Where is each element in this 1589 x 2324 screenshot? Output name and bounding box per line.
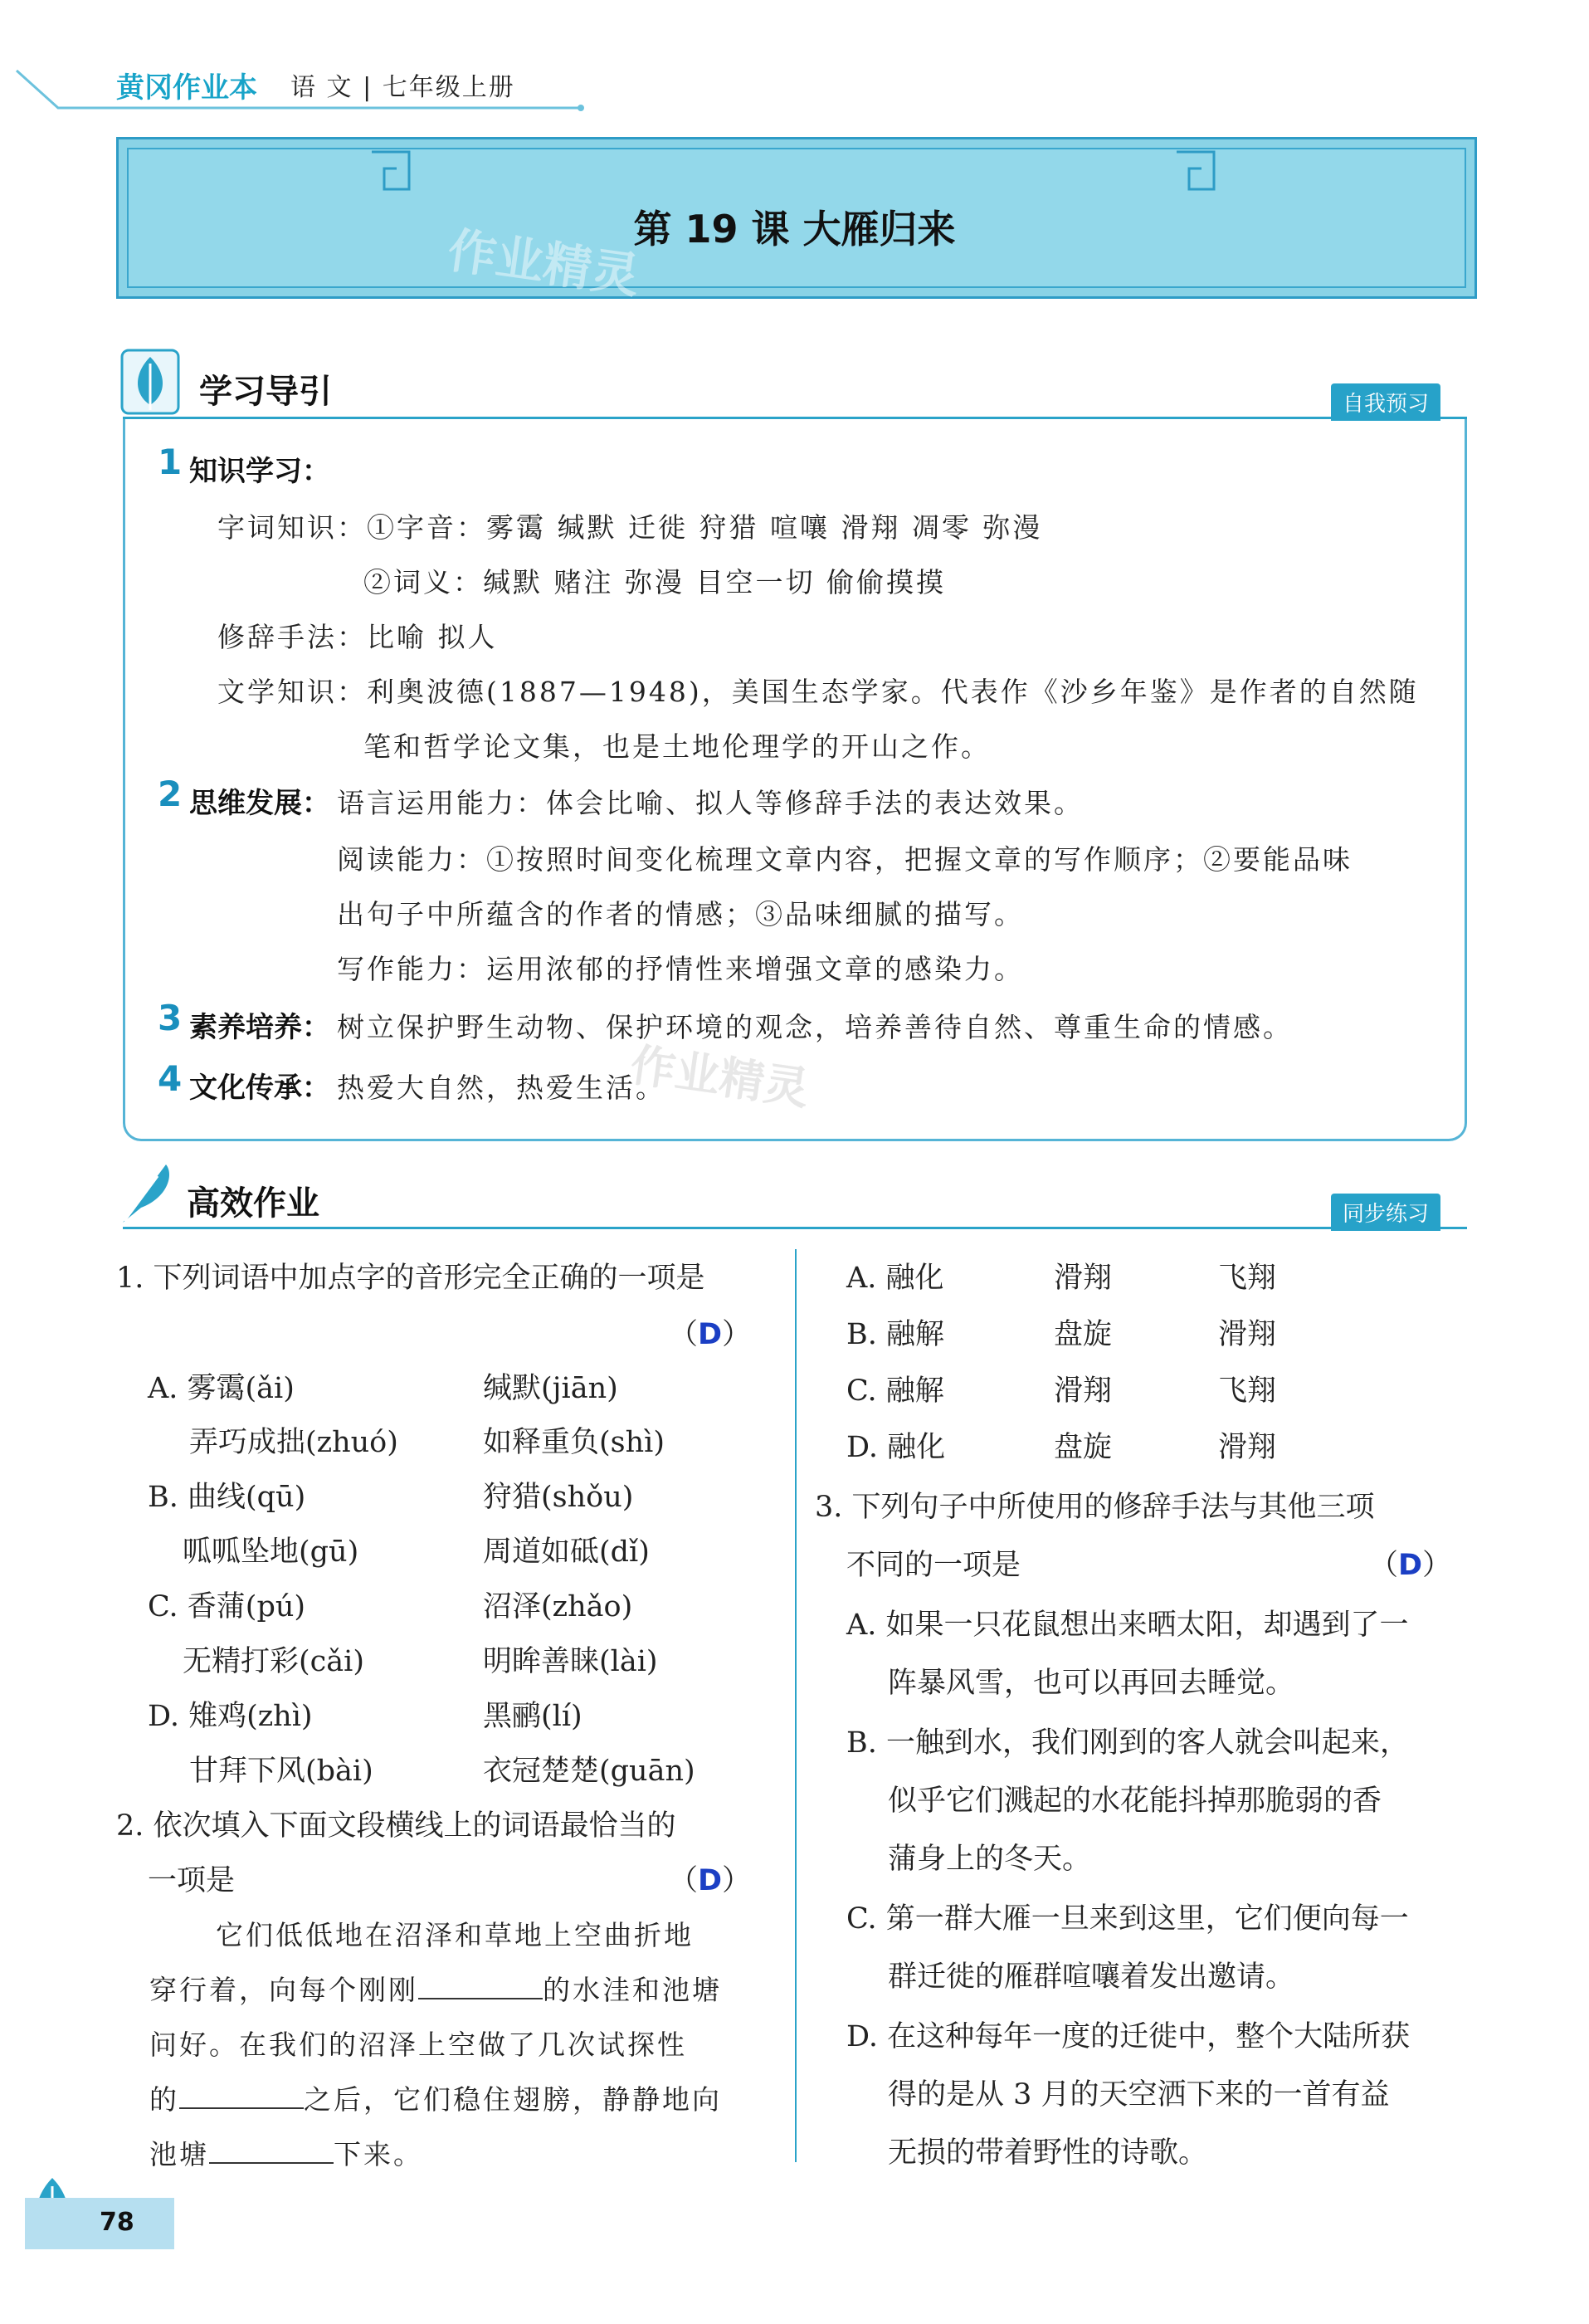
q1-option: 如释重负(shì) xyxy=(483,1426,665,1459)
item-line: 修辞手法：比喻 拟人 xyxy=(217,621,498,653)
q1-option: 明眸善睐(lài) xyxy=(483,1645,658,1678)
q1-option: A. 雾霭(ǎi) xyxy=(148,1372,295,1405)
question-3-stem: 3. 下列句子中所使用的修辞手法与其他三项 xyxy=(815,1491,1375,1524)
question-2-answer: （D） xyxy=(669,1864,752,1897)
q2-passage-line: 的 之后，它们稳住翅膀，静静地向 xyxy=(149,2083,722,2116)
q2-option: 盘旋 xyxy=(1054,1318,1113,1351)
section-title-homework: 高效作业 xyxy=(187,1184,319,1223)
q3-option: B. 一触到水，我们刚到的客人就会叫起来， xyxy=(846,1726,1409,1760)
q3-option: C. 第一群大雁一旦来到这里，它们便向每一 xyxy=(846,1902,1409,1936)
q1-option: D. 雉鸡(zhì) xyxy=(148,1700,313,1733)
q2-option: 飞翔 xyxy=(1218,1262,1277,1295)
item-label: 思维发展： xyxy=(189,787,330,820)
q3-option-cont: 群迁徙的雁群喧嚷着发出邀请。 xyxy=(888,1960,1295,1994)
q1-option: 呱呱坠地(gū) xyxy=(183,1536,359,1569)
q3-option-cont: 无损的带着野性的诗歌。 xyxy=(888,2136,1208,2170)
q2-passage-line: 问好。在我们的沼泽上空做了几次试探性 xyxy=(149,2029,687,2061)
q2-option: B. 融解 xyxy=(846,1318,944,1351)
item-line: 热爱大自然，热爱生活。 xyxy=(337,1072,665,1104)
item-line: 语言运用能力：体会比喻、拟人等修辞手法的表达效果。 xyxy=(337,787,1084,819)
q3-option-cont: 蒲身上的冬天。 xyxy=(888,1843,1092,1876)
q1-option: 周道如砥(dǐ) xyxy=(483,1536,650,1569)
item-number: 2 xyxy=(158,774,183,814)
q3-option-cont: 得的是从 3 月的天空洒下来的一首有益 xyxy=(888,2078,1390,2112)
item-line: 笔和哲学论文集，也是土地伦理学的开山之作。 xyxy=(363,730,991,763)
q3-option-cont: 阵暴风雪，也可以再回去睡觉。 xyxy=(888,1667,1295,1700)
q2-option: A. 融化 xyxy=(846,1262,944,1295)
q1-option: B. 曲线(qū) xyxy=(148,1481,306,1514)
q2-passage-line: 池塘 下来。 xyxy=(149,2138,423,2170)
q3-option-cont: 似乎它们溅起的水花能抖掉那脆弱的香 xyxy=(888,1784,1382,1818)
q2-passage-line: 穿行着，向每个刚刚 的水洼和池塘 xyxy=(149,1974,722,2006)
section-divider xyxy=(123,1227,1467,1229)
item-label: 知识学习： xyxy=(189,455,330,488)
question-2-stem-cont: 一项是 xyxy=(148,1864,236,1897)
question-2-stem: 2. 依次填入下面文段横线上的词语最恰当的 xyxy=(116,1809,676,1843)
lesson-title: 第 19 课 大雁归来 xyxy=(633,207,956,251)
q1-option: 狩猎(shǒu) xyxy=(483,1481,634,1514)
item-line: 树立保护野生动物、保护环境的观念，培养善待自然、尊重生命的情感。 xyxy=(337,1011,1293,1043)
q2-option: 盘旋 xyxy=(1054,1431,1113,1464)
q1-option: 缄默(jiān) xyxy=(483,1372,618,1405)
q2-option: 滑翔 xyxy=(1218,1318,1277,1351)
item-label: 文化传承： xyxy=(189,1072,330,1105)
q1-option: 甘拜下风(bài) xyxy=(189,1755,373,1788)
tag-self-preview: 自我预习 xyxy=(1331,383,1440,421)
q3-option: D. 在这种每年一度的迁徙中，整个大陆所获 xyxy=(846,2020,1411,2053)
q1-option: 衣冠楚楚(guān) xyxy=(483,1755,695,1788)
fill-blank[interactable] xyxy=(418,1973,543,1999)
item-line: 出句子中所蕴含的作者的情感；③品味细腻的描写。 xyxy=(337,898,1024,930)
tag-sync-practice: 同步练习 xyxy=(1331,1194,1440,1231)
item-line: 文学知识：利奥波德(1887—1948)，美国生态学家。代表作《沙乡年鉴》是作者的自然随 xyxy=(217,676,1419,708)
q1-option: 黑鹂(lí) xyxy=(483,1700,582,1733)
q2-option: D. 融化 xyxy=(846,1431,946,1464)
item-label: 素养培养： xyxy=(189,1011,330,1044)
fill-blank[interactable] xyxy=(209,2137,334,2164)
column-divider xyxy=(795,1249,797,2162)
brand-title: 黄冈作业本 xyxy=(116,71,257,105)
question-3-stem-cont: 不同的一项是 xyxy=(846,1549,1021,1582)
fill-blank[interactable] xyxy=(179,2082,304,2109)
page-number: 78 xyxy=(100,2208,134,2237)
corner-ornament-right-icon xyxy=(1172,148,1222,198)
corner-ornament-left-icon xyxy=(368,148,417,198)
watermark: 作业精灵 xyxy=(627,1038,812,1116)
q1-option: C. 香蒲(pú) xyxy=(148,1590,306,1623)
q1-option: 无精打彩(cǎi) xyxy=(183,1645,364,1678)
q2-option: 滑翔 xyxy=(1218,1431,1277,1464)
item-number: 4 xyxy=(158,1058,183,1099)
item-number: 3 xyxy=(158,998,183,1038)
section-title-study-guide: 学习导引 xyxy=(199,373,332,411)
page-number-badge xyxy=(25,2198,174,2249)
quill-icon xyxy=(116,1158,176,1224)
item-line: ②词义：缄默 赌注 弥漫 目空一切 偷偷摸摸 xyxy=(363,566,946,598)
q2-option: 飞翔 xyxy=(1218,1374,1277,1408)
q2-option: 滑翔 xyxy=(1054,1374,1113,1408)
item-number: 1 xyxy=(158,442,183,482)
item-line: 字词知识：①字音：雾霭 缄默 迁徙 狩猎 喧嚷 滑翔 凋零 弥漫 xyxy=(217,511,1043,544)
q3-option: A. 如果一只花鼠想出来晒太阳，却遇到了一 xyxy=(846,1609,1409,1642)
question-3-answer: （D） xyxy=(1369,1549,1452,1582)
item-line: 阅读能力：①按照时间变化梳理文章内容，把握文章的写作顺序；②要能品味 xyxy=(337,843,1353,876)
q1-option: 弄巧成拙(zhuó) xyxy=(189,1426,398,1459)
q2-passage-line: 它们低低地在沼泽和草地上空曲折地 xyxy=(216,1919,694,1951)
q1-option: 沼泽(zhǎo) xyxy=(483,1590,633,1623)
q2-option: C. 融解 xyxy=(846,1374,944,1408)
question-1-answer: （D） xyxy=(669,1318,752,1351)
q2-option: 滑翔 xyxy=(1054,1262,1113,1295)
question-1-stem: 1. 下列词语中加点字的音形完全正确的一项是 xyxy=(116,1262,705,1295)
leaf-icon xyxy=(120,349,180,415)
watermark: 作业精灵 xyxy=(444,222,643,305)
subject-label: 语 文 | 七年级上册 xyxy=(290,73,515,102)
item-line: 写作能力：运用浓郁的抒情性来增强文章的感染力。 xyxy=(337,953,1024,985)
